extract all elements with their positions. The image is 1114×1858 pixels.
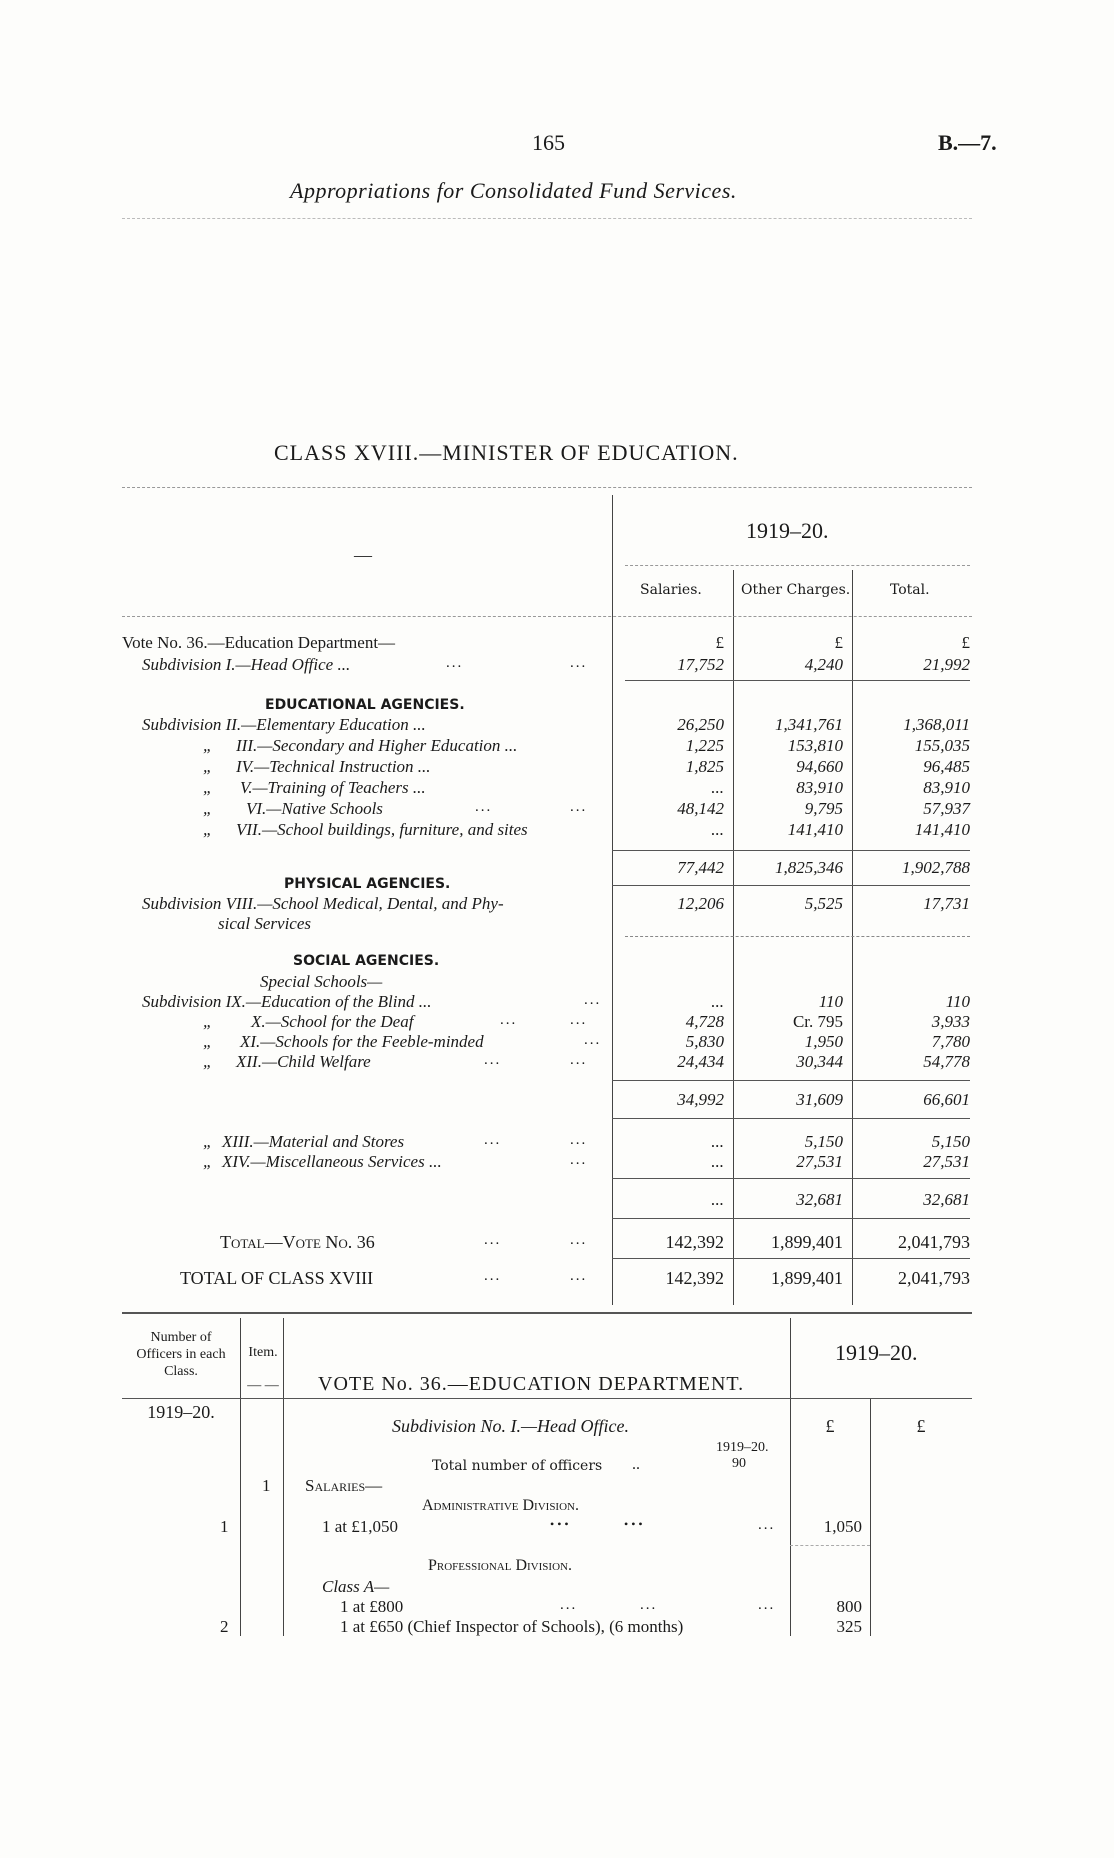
head-office-dots: ... (446, 655, 464, 671)
admin-row-dots-3: ... (758, 1517, 776, 1533)
social-row-dots: ... (584, 1032, 602, 1048)
misc-subtotal-rule-top (612, 1178, 970, 1179)
edu-row-prefix: „ (203, 757, 213, 776)
prof-officers: 2 (220, 1617, 229, 1636)
admin-row-dots: ••• (550, 1517, 572, 1531)
document-reference: B.—7. (938, 130, 997, 155)
officers-label: Total number of officers (432, 1458, 603, 1474)
edu-row-prefix: „ (203, 778, 213, 797)
social-row-label: XI.—Schools for the Feeble-minded (240, 1032, 484, 1051)
misc-subtotal-total: 32,681 (923, 1190, 970, 1209)
social-row-total: 110 (945, 992, 970, 1011)
social-row-salaries: ... (711, 992, 724, 1011)
detail-item-header: Item. (248, 1345, 278, 1360)
edu-subtotal-rule-top (612, 850, 970, 851)
social-row-prefix: „ (203, 1052, 213, 1071)
admin-amount-rule (790, 1545, 870, 1546)
misc-row-other: 5,150 (804, 1132, 843, 1151)
edu-subtotal-total: 1,902,788 (902, 858, 970, 877)
social-row-total: 7,780 (931, 1032, 970, 1051)
vote-total-other: 1,899,401 (771, 1232, 843, 1252)
detail-header-rule (122, 1398, 972, 1399)
edu-row-other: 83,910 (796, 778, 843, 797)
edu-subtotal-rule-bottom (612, 885, 970, 886)
admin-row-dots-2: ••• (624, 1517, 646, 1531)
col-total-header: Total. (890, 582, 930, 598)
edu-row-prefix: „ (203, 799, 213, 818)
page-subtitle: Appropriations for Consolidated Fund Services. (290, 178, 737, 203)
social-row-label: Subdivision IX.—Education of the Blind ... (142, 992, 432, 1011)
misc-subtotal-salaries: ... (711, 1190, 724, 1209)
detail-year-left: 1919–20. (147, 1402, 215, 1422)
social-row-dots-2: ... (570, 1052, 588, 1068)
social-heading: SOCIAL AGENCIES. (293, 953, 440, 969)
class-a-label: Class A— (322, 1577, 390, 1596)
detail-currency-1: £ (825, 1416, 835, 1436)
misc-row-dots: ... (570, 1152, 588, 1168)
social-row-prefix: „ (203, 1032, 213, 1051)
head-office-salaries: 17,752 (677, 655, 724, 674)
social-row-dots: ... (500, 1012, 518, 1028)
social-row-dots-2: ... (570, 1012, 588, 1028)
class-total-dots-2: ... (570, 1268, 588, 1284)
edu-row-total: 57,937 (923, 799, 970, 818)
row-800-dots: ... (560, 1597, 578, 1613)
edu-row-total: 155,035 (914, 736, 970, 755)
edu-row-salaries: 48,142 (677, 799, 724, 818)
physical-heading: PHYSICAL AGENCIES. (284, 876, 451, 892)
header-rule (122, 218, 972, 219)
class-total-total: 2,041,793 (898, 1268, 970, 1288)
social-subtotal-salaries: 34,992 (677, 1090, 724, 1109)
row-800: 1 at £800 (340, 1597, 404, 1616)
edu-row-other: 94,660 (796, 757, 843, 776)
misc-subtotal-other: 32,681 (796, 1190, 843, 1209)
physical-rule (625, 936, 970, 937)
edu-row-salaries: ... (711, 778, 724, 797)
vote-total-label: Total—Vote No. 36 (220, 1232, 375, 1252)
social-row-total: 3,933 (931, 1012, 970, 1031)
edu-row-label: III.—Secondary and Higher Education ... (236, 736, 518, 755)
detail-officers-header-3: Class. (164, 1364, 198, 1379)
misc-row-prefix: „ (203, 1152, 213, 1171)
social-row-prefix: „ (203, 1012, 213, 1031)
head-office-dots-2: ... (570, 655, 588, 671)
vote-line: Vote No. 36.—Education Department— (122, 633, 396, 652)
edu-row-label: IV.—Technical Instruction ... (236, 757, 431, 776)
edu-row-other: 141,410 (787, 820, 843, 839)
physical-other: 5,525 (804, 894, 843, 913)
social-row-salaries: 5,830 (685, 1032, 724, 1051)
vote-total-total: 2,041,793 (898, 1232, 970, 1252)
class-total-salaries: 142,392 (665, 1268, 724, 1288)
edu-row-other: 1,341,761 (775, 715, 843, 734)
vote-total-dots: ... (484, 1232, 502, 1248)
misc-row-other: 27,531 (796, 1152, 843, 1171)
social-row-label: X.—School for the Deaf (251, 1012, 414, 1031)
social-row-other: 1,950 (804, 1032, 843, 1051)
social-row-other: 110 (818, 992, 843, 1011)
edu-row-label: V.—Training of Teachers ... (240, 778, 426, 797)
misc-row-dots: ... (484, 1132, 502, 1148)
edu-row-other: 153,810 (787, 736, 843, 755)
detail-vote-title: VOTE No. 36.—EDUCATION DEPARTMENT. (318, 1373, 745, 1395)
social-row-salaries: 4,728 (685, 1012, 724, 1031)
administrative-division: Administrative Division. (422, 1497, 579, 1514)
physical-label-line1: Subdivision VIII.—School Medical, Dental, and Phy- (142, 894, 504, 913)
edu-subtotal-salaries: 77,442 (677, 858, 724, 877)
edu-row-label: VII.—School buildings, furniture, and sites (236, 820, 528, 839)
social-row-dots: ... (584, 992, 602, 1008)
edu-row-total: 141,410 (914, 820, 970, 839)
physical-label-line2: sical Services (218, 914, 311, 933)
edu-subtotal-other: 1,825,346 (775, 858, 843, 877)
misc-row-salaries: ... (711, 1152, 724, 1171)
summary-year: 1919–20. (746, 518, 829, 543)
social-row-label: XII.—Child Welfare (236, 1052, 371, 1071)
detail-divider-amounts (790, 1318, 791, 1636)
edu-row-label: Subdivision II.—Elementary Education ... (142, 715, 426, 734)
edu-row-salaries: ... (711, 820, 724, 839)
detail-top-rule (122, 1312, 972, 1314)
officers-year: 1919–20. (716, 1440, 769, 1455)
social-row-total: 54,778 (923, 1052, 970, 1071)
detail-officers-header-2: Officers in each (136, 1347, 226, 1362)
head-office-rule (625, 680, 970, 681)
social-subtotal-rule-bottom (612, 1118, 970, 1119)
summary-top-rule (122, 487, 972, 488)
misc-row-salaries: ... (711, 1132, 724, 1151)
misc-row-label: XIV.—Miscellaneous Services ... (222, 1152, 442, 1171)
social-row-other: Cr. 795 (792, 1012, 843, 1031)
social-row-other: 30,344 (796, 1052, 843, 1071)
detail-year-right: 1919–20. (835, 1340, 918, 1365)
edu-row-salaries: 1,225 (685, 736, 724, 755)
edu-row-dots: ... (475, 799, 493, 815)
social-subtotal-rule-top (612, 1080, 970, 1081)
admin-amount: 1,050 (823, 1517, 862, 1536)
admin-row: 1 at £1,050 (322, 1517, 399, 1536)
edu-row-prefix: „ (203, 820, 213, 839)
vote-total-salaries: 142,392 (665, 1232, 724, 1252)
social-subtotal-total: 66,601 (923, 1090, 970, 1109)
vote-total-dots-2: ... (570, 1232, 588, 1248)
detail-subdivision: Subdivision No. I.—Head Office. (392, 1416, 629, 1436)
year-underline (625, 565, 970, 566)
summary-header-rule (122, 616, 972, 617)
special-schools-label: Special Schools— (260, 972, 383, 991)
misc-subtotal-rule-bottom (612, 1218, 970, 1219)
detail-divider-item (283, 1318, 284, 1636)
misc-row-prefix: „ (203, 1132, 213, 1151)
physical-salaries: 12,206 (677, 894, 724, 913)
social-subtotal-other: 31,609 (796, 1090, 843, 1109)
social-row-dots: ... (484, 1052, 502, 1068)
currency-salaries: £ (715, 633, 724, 652)
edu-row-total: 96,485 (923, 757, 970, 776)
edu-row-dots-2: ... (570, 799, 588, 815)
officers-dots: .. (632, 1456, 640, 1473)
edu-row-label: VI.—Native Schools (246, 799, 383, 818)
col-salaries-header: Salaries. (640, 582, 702, 598)
detail-officers-header-1: Number of (150, 1330, 212, 1345)
currency-other: £ (834, 633, 843, 652)
summary-dash: — (354, 545, 372, 565)
edu-row-total: 1,368,011 (903, 715, 970, 734)
officers-count: 90 (732, 1456, 746, 1471)
class-total-other: 1,899,401 (771, 1268, 843, 1288)
head-office-label: Subdivision I.—Head Office ... (142, 655, 351, 674)
head-office-other: 4,240 (804, 655, 843, 674)
row-800-dots-2: ... (640, 1597, 658, 1613)
head-office-total: 21,992 (923, 655, 970, 674)
class-title: CLASS XVIII.—MINISTER OF EDUCATION. (274, 440, 739, 465)
edu-row-salaries: 26,250 (677, 715, 724, 734)
admin-officers: 1 (220, 1517, 229, 1536)
amount-800: 800 (836, 1597, 862, 1616)
edu-row-salaries: 1,825 (685, 757, 724, 776)
row-800-dots-3: ... (758, 1597, 776, 1613)
vote-total-rule (612, 1258, 970, 1259)
physical-total: 17,731 (923, 894, 970, 913)
edu-row-prefix: „ (203, 736, 213, 755)
page-number: 165 (532, 130, 565, 155)
class-total-dots: ... (484, 1268, 502, 1284)
educational-heading: EDUCATIONAL AGENCIES. (265, 697, 465, 713)
misc-row-dots-2: ... (570, 1132, 588, 1148)
salaries-label: Salaries— (305, 1476, 383, 1495)
detail-item-dash: — — (247, 1378, 279, 1393)
col-other-header: Other Charges. (741, 582, 851, 598)
detail-item-number: 1 (262, 1476, 271, 1495)
detail-currency-2: £ (916, 1416, 926, 1436)
amount-650: 325 (836, 1617, 862, 1636)
detail-divider-officers (240, 1318, 241, 1636)
class-total-label: TOTAL OF CLASS XVIII (180, 1268, 374, 1288)
misc-row-total: 5,150 (931, 1132, 970, 1151)
social-row-salaries: 24,434 (677, 1052, 724, 1071)
currency-total: £ (961, 633, 970, 652)
row-650: 1 at £650 (Chief Inspector of Schools), (6 months) (340, 1617, 684, 1636)
edu-row-total: 83,910 (923, 778, 970, 797)
misc-row-total: 27,531 (923, 1152, 970, 1171)
edu-row-other: 9,795 (804, 799, 843, 818)
misc-row-label: XIII.—Material and Stores (222, 1132, 405, 1151)
professional-division: Professional Division. (428, 1557, 572, 1574)
